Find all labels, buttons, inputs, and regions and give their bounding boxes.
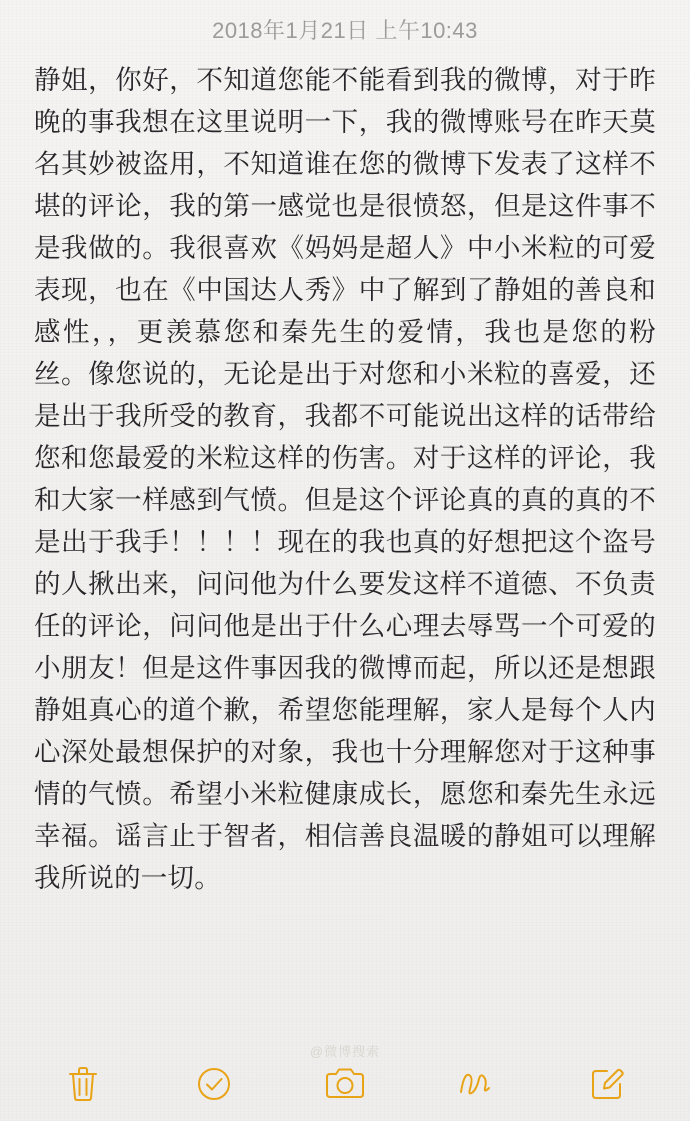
handwriting-button[interactable] bbox=[440, 1056, 512, 1112]
bottom-toolbar bbox=[0, 1047, 690, 1121]
note-body[interactable] bbox=[0, 53, 690, 1121]
delete-button[interactable] bbox=[47, 1056, 119, 1112]
handwriting-icon bbox=[455, 1065, 497, 1103]
camera-icon bbox=[323, 1065, 367, 1103]
watermark: @微博搜索 bbox=[309, 1044, 381, 1059]
compose-button[interactable] bbox=[571, 1056, 643, 1112]
done-button[interactable] bbox=[178, 1056, 250, 1112]
compose-icon bbox=[588, 1065, 626, 1103]
note-text[interactable]: 静姐，你好，不知道您能不能看到我的微博，对于昨晚的事我想在这里说明一下，我的微博账号在昨天莫名其妙被盗用，不知道谁在您的微博下发表了这样不堪的评论，我的第一感觉也是很愤怒，但是这件事不是我做的。我很喜欢《妈妈是超人》中小米粒的可爱表现，也在《中国达人秀》中了解到了静姐的善良和感性，，更羡慕您和秦先生的爱情，我也是您的粉丝。像您说的，无论是出于对您和小米粒的喜爱，还是出于我所受的教育，我都不可能说出这样的话带给您和您最爱的米粒这样的伤害。对于这样的评论，我和大家一样感到气愤。但是这个评论真的真的真的不是出于我手！！！！现在的我也真的好想把这个盗号的人揪出来，问问他为什么要发这样不道德、不负责任的评论，问问他是出于什么心理去辱骂一个可爱的小朋友！但是这件事因我的微博而起，所以还是想跟静姐真心的道个歉，希望您能理解，家人是每个人内心深处最想保护的对象，我也十分理解您对于这种事情的气愤。希望小米粒健康成长，愿您和秦先生永远幸福。谣言止于智者，相信善良温暖的静姐可以理解我所说的一切。 bbox=[34, 65, 656, 893]
checkmark-circle-icon bbox=[195, 1065, 233, 1103]
camera-button[interactable] bbox=[309, 1056, 381, 1112]
delete-icon bbox=[66, 1065, 100, 1103]
note-timestamp: 2018年1月21日 上午10:43 bbox=[212, 18, 478, 43]
